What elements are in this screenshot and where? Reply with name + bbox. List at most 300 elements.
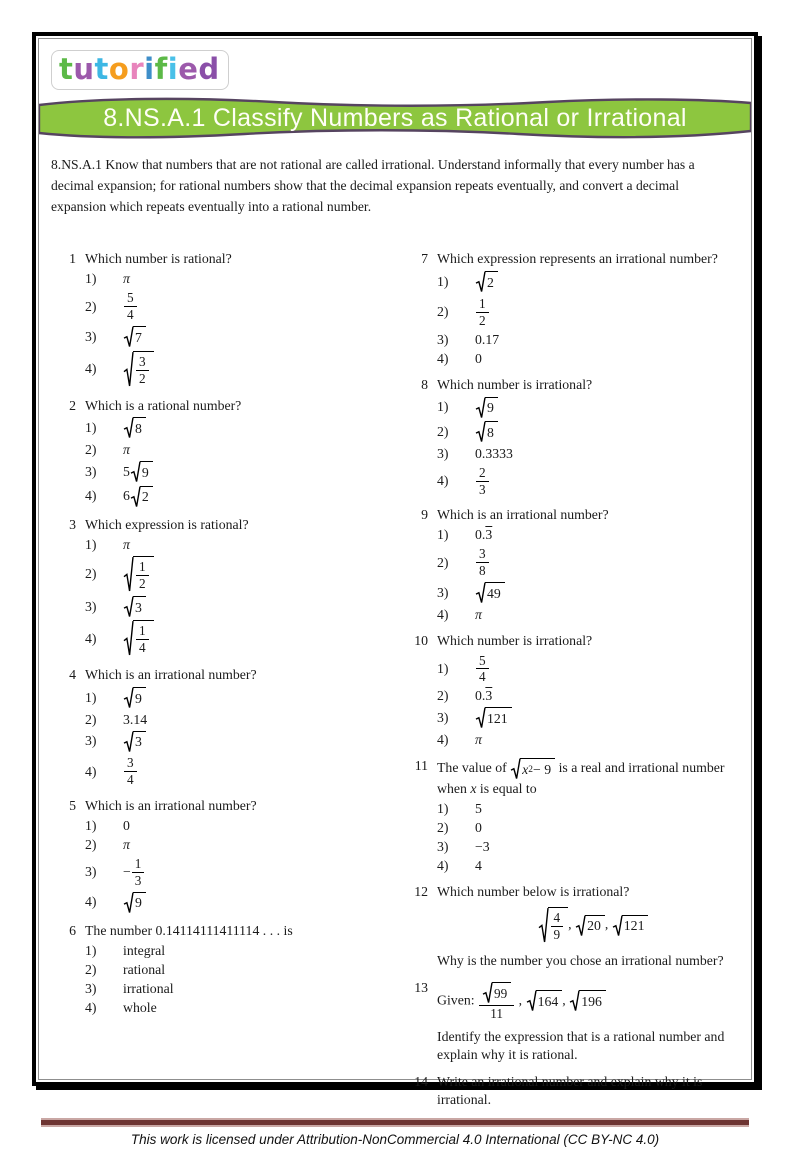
choice-label: 4) <box>85 361 97 377</box>
choice-row <box>85 980 407 998</box>
choice-row <box>85 325 407 349</box>
choice-row <box>85 961 407 979</box>
page-title: 8.NS.A.1 Classify Numbers as Rational or Irrational <box>103 103 687 132</box>
choice-content <box>123 416 146 440</box>
choice-label: 2) <box>85 298 97 314</box>
question-number: 3 <box>69 517 76 533</box>
choice-label: 4) <box>85 894 97 910</box>
radical-sign-icon <box>124 417 133 439</box>
radical-sign-icon <box>124 326 133 348</box>
choice-row <box>85 754 407 789</box>
logo-row <box>39 39 751 90</box>
question-body <box>85 250 407 389</box>
choice-row <box>437 606 749 624</box>
choice-row <box>437 819 749 837</box>
radicand: 121 <box>622 915 649 937</box>
choice-content: 4 <box>475 858 482 874</box>
choice-content <box>123 836 130 854</box>
fraction-numerator: 1 <box>136 624 149 640</box>
square-root <box>539 907 569 944</box>
question-prompt: Which expression represents an irrational number? <box>437 251 718 267</box>
fraction-denominator: 3 <box>479 481 486 497</box>
choice-content <box>475 396 498 420</box>
fraction-denominator: 11 <box>490 1006 503 1022</box>
choice-label: 2) <box>437 554 449 570</box>
radicand: 7 <box>133 326 146 348</box>
choice-row <box>85 416 407 440</box>
choice-label: 4) <box>85 630 97 646</box>
choice-label: 4) <box>437 858 449 874</box>
question-prompt: Which number is irrational? <box>437 376 593 392</box>
choice-label: 1) <box>85 271 97 287</box>
choice-label: 1) <box>437 527 449 543</box>
choice-row <box>437 581 749 605</box>
choice-content: 6 2 <box>123 485 153 509</box>
choice-row <box>437 731 749 749</box>
choice-content: 5 <box>475 801 482 817</box>
radicand: 121 <box>485 707 512 729</box>
radical-sign-icon <box>476 421 485 443</box>
radical-sign-icon <box>124 620 133 657</box>
square-root <box>613 915 649 937</box>
question-item <box>407 506 749 624</box>
choice-content <box>475 581 505 605</box>
choice-row <box>85 891 407 915</box>
choice-label: 1) <box>85 420 97 436</box>
worksheet-page <box>32 32 758 1147</box>
square-root <box>124 326 146 348</box>
radicand: 8 <box>485 421 498 443</box>
question-prompt: Which is an irrational number? <box>85 798 257 814</box>
question-item <box>55 797 407 915</box>
choice-label: 2) <box>437 423 449 439</box>
choice-content <box>123 595 146 619</box>
question-item <box>407 979 749 1066</box>
fraction-denominator: 2 <box>139 575 146 591</box>
tutorified-logo <box>51 50 229 90</box>
question-number: 10 <box>414 632 428 648</box>
fraction <box>476 654 489 685</box>
fraction-numerator: 5 <box>124 291 137 307</box>
choice-row <box>437 545 749 580</box>
choice-content <box>123 350 154 389</box>
logo-letter: t <box>94 52 109 86</box>
question-body <box>437 632 749 750</box>
radicand: 9 <box>485 397 498 419</box>
logo-letter: i <box>144 52 155 86</box>
question-item <box>407 1073 749 1111</box>
question-prompt: Which is an irrational number? <box>437 507 609 523</box>
square-root <box>476 582 505 604</box>
question-body <box>437 250 749 368</box>
radicand: 2 <box>140 486 153 508</box>
square-root <box>527 990 563 1012</box>
choice-content <box>123 536 130 554</box>
radicand: 9 <box>133 892 146 914</box>
choice-row <box>437 445 749 463</box>
question-number: 4 <box>69 667 76 683</box>
page-inner-border <box>38 38 752 1147</box>
question-number: 1 <box>69 251 76 267</box>
fraction-numerator: 2 <box>476 466 489 482</box>
radical-sign-icon <box>476 582 485 604</box>
fraction <box>136 624 149 655</box>
choice-content: −3 <box>475 839 490 855</box>
radical-sign-icon <box>527 990 536 1012</box>
choice-row <box>437 706 749 730</box>
radicand: 8 <box>133 417 146 439</box>
fraction-numerator: 1 <box>132 857 145 873</box>
square-root <box>483 982 511 1004</box>
question-number: 8 <box>421 376 428 392</box>
choice-row <box>85 686 407 710</box>
choice-row <box>85 595 407 619</box>
radical-sign-icon <box>511 758 520 780</box>
question-followup: Identify the expression that is a rational number and explain why it is rational. <box>437 1029 725 1063</box>
choice-content <box>123 686 146 710</box>
choice-content <box>475 606 482 624</box>
fraction-denominator: 4 <box>127 307 134 323</box>
fraction <box>479 981 514 1022</box>
question-body <box>437 1073 749 1111</box>
logo-letter: u <box>73 52 95 86</box>
question-body <box>437 376 749 500</box>
footer-divider-bar <box>41 1118 749 1127</box>
pi-symbol: π <box>123 836 130 852</box>
radical-sign-icon <box>570 990 579 1012</box>
square-root <box>131 461 153 483</box>
choice-row <box>437 350 749 368</box>
square-root <box>476 271 498 293</box>
choice-row <box>437 652 749 687</box>
choice-label: 1) <box>437 801 449 817</box>
choice-content: irrational <box>123 980 174 996</box>
choice-row <box>437 687 749 705</box>
radicand <box>133 351 154 388</box>
choice-label: 2) <box>85 711 97 727</box>
choice-content <box>123 555 154 594</box>
choice-row <box>85 730 407 754</box>
choice-content <box>123 754 138 789</box>
choice-row <box>85 555 407 594</box>
choice-row <box>85 619 407 658</box>
choice-row <box>437 295 749 330</box>
question-number: 14 <box>414 1074 428 1089</box>
square-root <box>511 758 555 780</box>
square-root <box>576 915 605 937</box>
fraction <box>476 297 489 328</box>
choice-row <box>85 460 407 484</box>
logo-letter: r <box>129 52 145 86</box>
fraction-numerator: 5 <box>476 654 489 670</box>
choice-row <box>85 350 407 389</box>
choice-row <box>85 270 407 288</box>
choice-label: 1) <box>85 689 97 705</box>
choice-row <box>85 711 407 729</box>
square-root <box>476 397 498 419</box>
choice-label: 4) <box>85 488 97 504</box>
pi-symbol: π <box>123 537 130 553</box>
radicand <box>133 620 154 657</box>
choice-content <box>123 891 146 915</box>
question-number: 5 <box>69 798 76 814</box>
radical-sign-icon <box>576 915 585 937</box>
question-item <box>55 397 407 510</box>
radicand: 20 <box>585 915 605 937</box>
question-number: 9 <box>421 507 428 523</box>
choice-content: 0. 3 <box>475 688 493 704</box>
logo-letter: o <box>108 52 130 86</box>
question-number: 6 <box>69 923 76 939</box>
choice-label: 3) <box>85 980 97 996</box>
question-body <box>437 506 749 624</box>
choice-content: integral <box>123 943 166 959</box>
radical-sign-icon <box>124 596 133 618</box>
choice-content <box>123 730 146 754</box>
logo-letter: d <box>198 52 220 86</box>
title-banner <box>39 95 751 141</box>
choice-label: 4) <box>85 999 97 1015</box>
fraction-denominator: 4 <box>127 772 134 788</box>
radical-sign-icon <box>483 982 492 1004</box>
fraction-denominator: 3 <box>134 872 142 888</box>
radical-sign-icon <box>539 907 548 944</box>
choice-content <box>475 731 482 749</box>
fraction <box>124 291 137 322</box>
choice-label: 4) <box>85 763 97 779</box>
radicand: 164 <box>536 990 563 1012</box>
radicand <box>548 907 569 944</box>
choice-label: 2) <box>437 820 449 836</box>
fraction-numerator: 3 <box>476 547 489 563</box>
choice-label: 4) <box>437 350 449 366</box>
fraction-numerator: 3 <box>124 756 137 772</box>
question-item <box>55 516 407 659</box>
square-root <box>124 417 146 439</box>
radical-sign-icon <box>124 556 133 593</box>
fraction-numerator: 3 <box>136 355 149 371</box>
fraction-denominator: 9 <box>553 926 561 942</box>
fraction-numerator <box>479 981 514 1007</box>
fraction-denominator: 8 <box>479 563 486 579</box>
radicand: 2 <box>485 271 498 293</box>
choice-content: 0.3333 <box>475 445 513 461</box>
question-display-math: $\frac{4}{9}$ , 20 , 121 <box>437 906 749 945</box>
radical-sign-icon <box>476 707 485 729</box>
choice-row <box>437 331 749 349</box>
pi-symbol: π <box>475 731 482 747</box>
square-root <box>131 486 153 508</box>
choice-label: 3) <box>85 864 97 880</box>
choice-label: 2) <box>85 836 97 852</box>
choice-row <box>85 536 407 554</box>
choice-row <box>437 396 749 420</box>
choice-label: 4) <box>437 473 449 489</box>
choice-content: whole <box>123 999 157 1015</box>
square-root <box>476 421 498 443</box>
square-root <box>570 990 606 1012</box>
square-root <box>124 596 146 618</box>
radicand: x 2 − 9 <box>520 758 555 780</box>
question-body <box>437 979 749 1066</box>
question-prompt: Write an irrational number and explain why it is irrational. <box>437 1074 703 1107</box>
choice-content: 0. 3 <box>475 527 493 543</box>
choice-row <box>437 838 749 856</box>
choice-label: 3) <box>85 598 97 614</box>
question-number: 7 <box>421 251 428 267</box>
choice-label: 3) <box>85 328 97 344</box>
choice-content: 0.17 <box>475 331 500 347</box>
standard-description: 8.NS.A.1 Know that numbers that are not rational are called irrational. Understand informally that every number has a decimal expansion; for rational numbers show that the decimal expansion repeats eventually, and convert a decimal expansion which repeats eventually into a rational number. <box>51 157 695 215</box>
choice-row <box>85 289 407 324</box>
choice-label: 3) <box>437 710 449 726</box>
license-text: This work is licensed under Attribution-NonCommercial 4.0 International (CC BY-NC 4.0) <box>130 1131 660 1147</box>
question-item <box>407 883 749 972</box>
choice-content: rational <box>123 962 166 978</box>
fraction-denominator: 4 <box>479 669 486 685</box>
choice-label: 3) <box>437 839 449 855</box>
choice-label: 1) <box>85 943 97 959</box>
choice-label: 2) <box>85 442 97 458</box>
radical-sign-icon <box>131 486 140 508</box>
fraction-denominator: 2 <box>479 312 486 328</box>
radical-sign-icon <box>124 687 133 709</box>
logo-letter: t <box>59 52 74 86</box>
radicand: 49 <box>485 582 505 604</box>
square-root <box>476 707 512 729</box>
choice-content <box>475 545 490 580</box>
radicand: 3 <box>133 731 146 753</box>
choice-label: 1) <box>437 274 449 290</box>
fraction-denominator: 4 <box>139 640 146 656</box>
fraction <box>124 756 137 787</box>
choice-content: 0 <box>475 820 482 836</box>
choice-label: 3) <box>437 331 449 347</box>
question-body <box>85 666 407 790</box>
question-number: 12 <box>414 884 428 899</box>
fraction <box>136 560 149 591</box>
radicand: 99 <box>492 982 511 1004</box>
fraction <box>476 466 489 497</box>
question-body <box>85 797 407 915</box>
choice-content <box>475 270 498 294</box>
question-prompt: Which expression is rational? <box>85 517 249 533</box>
choice-content <box>123 270 130 288</box>
choice-label: 2) <box>437 304 449 320</box>
question-followup: Why is the number you chose an irrational number? <box>437 952 724 968</box>
choice-label: 1) <box>437 399 449 415</box>
choice-row <box>85 817 407 835</box>
choice-row <box>437 464 749 499</box>
choice-row <box>437 420 749 444</box>
radical-sign-icon <box>124 892 133 914</box>
radical-sign-icon <box>613 915 622 937</box>
choice-label: 3) <box>85 463 97 479</box>
question-item <box>55 666 407 790</box>
choice-row <box>437 526 749 544</box>
square-root <box>124 892 146 914</box>
question-number: 11 <box>414 757 428 773</box>
question-prompt: The number 0.14114111411114 . . . is <box>85 923 293 939</box>
choice-content <box>123 619 154 658</box>
radicand <box>133 556 154 593</box>
repeating-decimal-bar: 3 <box>485 688 493 704</box>
fraction <box>551 911 564 942</box>
choice-label: 1) <box>85 817 97 833</box>
square-root <box>124 687 146 709</box>
choice-content: 5 9 <box>123 460 153 484</box>
question-number: 13 <box>414 979 428 995</box>
logo-letter: i <box>167 52 179 86</box>
choice-content: 3.14 <box>123 711 148 727</box>
choice-content <box>123 325 146 349</box>
choice-row <box>85 441 407 459</box>
pi-symbol: π <box>123 442 130 458</box>
square-root <box>124 620 154 657</box>
fraction <box>136 355 149 386</box>
question-prompt: Which number is irrational? <box>437 632 593 648</box>
choice-content <box>475 706 512 730</box>
math-variable: x <box>470 781 477 797</box>
radical-sign-icon <box>124 731 133 753</box>
choice-content: 0 <box>475 350 482 366</box>
question-item <box>407 376 749 500</box>
question-body <box>85 922 407 1018</box>
question-item <box>407 757 749 876</box>
choice-content <box>123 289 138 324</box>
question-prompt: Given: $\frac{99}{11}$ , 164 , 196 <box>437 979 749 1024</box>
square-root <box>124 351 154 388</box>
choice-content: − $\frac{1}{3}$ <box>123 855 145 890</box>
question-item <box>407 250 749 368</box>
choice-row <box>437 270 749 294</box>
fraction-denominator: 2 <box>139 370 146 386</box>
pi-symbol: π <box>475 606 482 622</box>
question-body <box>85 397 407 510</box>
choice-content <box>475 420 498 444</box>
choice-row <box>85 999 407 1017</box>
radicand: 9 <box>140 461 153 483</box>
question-item <box>407 632 749 750</box>
choice-row <box>85 942 407 960</box>
logo-letter: e <box>178 52 199 86</box>
choice-label: 1) <box>437 660 449 676</box>
pi-symbol: π <box>123 271 130 287</box>
radical-sign-icon <box>476 271 485 293</box>
questions-column-right <box>407 250 749 1117</box>
choice-row <box>437 857 749 875</box>
logo-letter: f <box>154 52 168 86</box>
choice-label: 1) <box>85 537 97 553</box>
question-prompt: The value of x 2 − 9 is a real and irrational number when x is equal to <box>437 759 725 797</box>
choice-content: 0 <box>123 817 130 833</box>
fraction <box>132 857 145 888</box>
question-item <box>55 922 407 1018</box>
worksheet-header <box>39 39 751 217</box>
choice-label: 3) <box>85 733 97 749</box>
fraction-numerator: 1 <box>476 297 489 313</box>
question-number: 2 <box>69 397 76 413</box>
questions-area <box>39 250 751 1117</box>
question-prompt: Which is an irrational number? <box>85 667 257 683</box>
choice-label: 2) <box>85 962 97 978</box>
radical-sign-icon <box>476 397 485 419</box>
fraction <box>476 547 489 578</box>
choice-row <box>437 800 749 818</box>
choice-label: 2) <box>437 688 449 704</box>
choice-content <box>475 464 490 499</box>
question-body <box>437 883 749 972</box>
